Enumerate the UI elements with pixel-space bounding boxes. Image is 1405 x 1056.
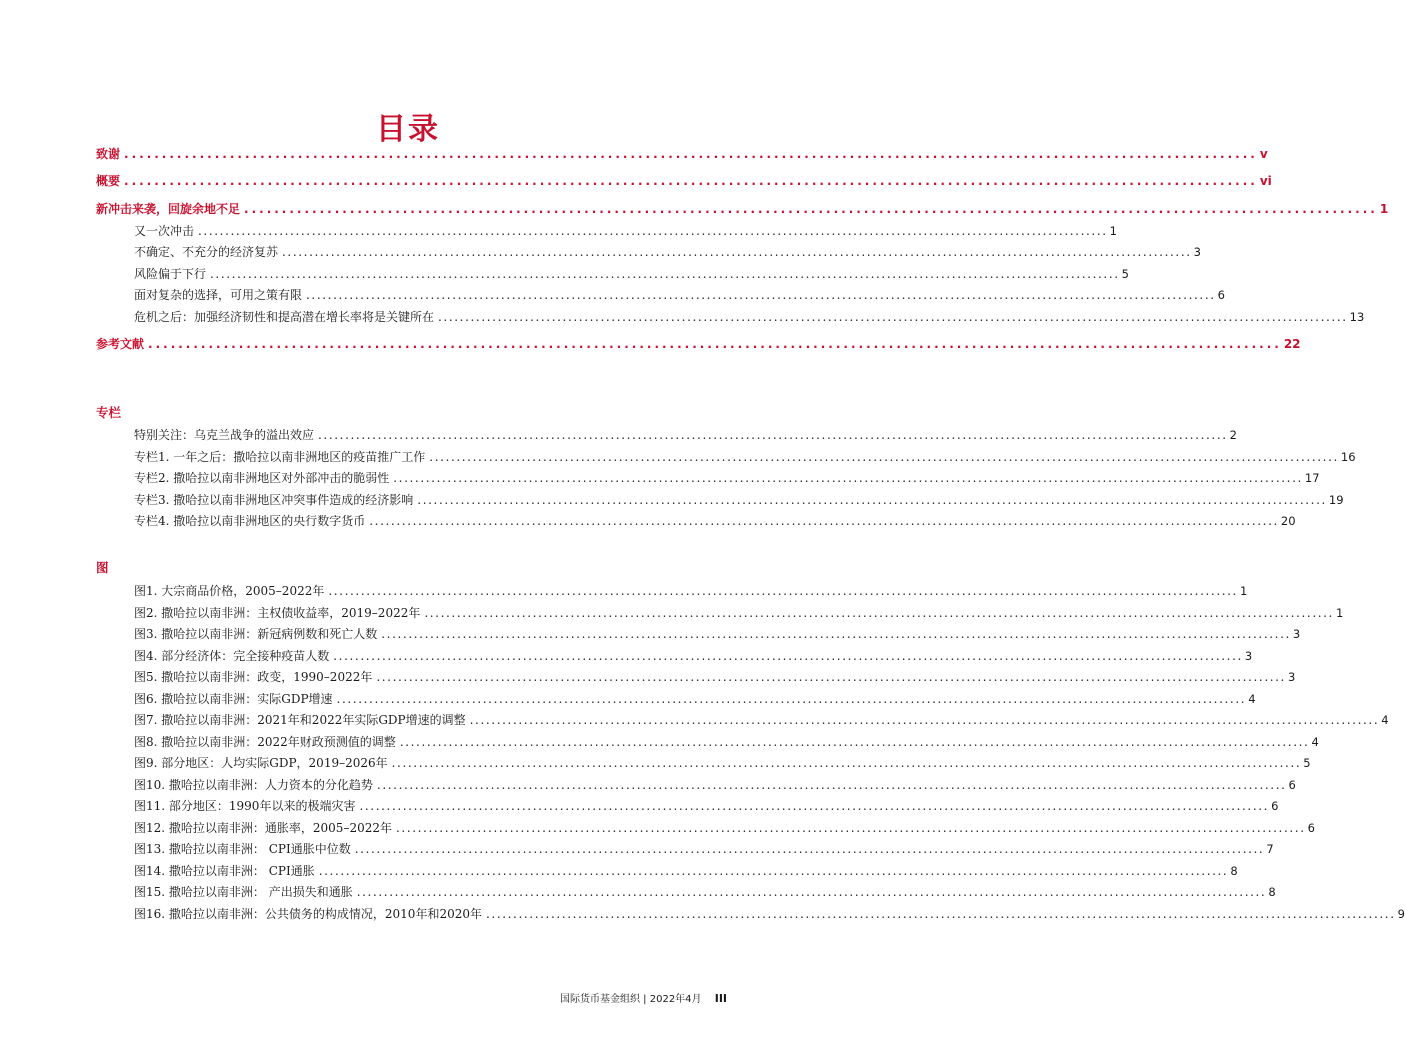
leader-dots: ........................................................................................................................................................................: [381, 627, 1291, 641]
figure-entry-page: 1: [1239, 584, 1248, 598]
box-entry-page: 19: [1328, 493, 1344, 507]
box-entry-label: 专栏2. 撒哈拉以南非洲地区对外部冲击的脆弱性: [134, 471, 390, 485]
figure-entry-page: 9: [1397, 907, 1405, 921]
leader-dots: ........................................................................................................................................................................: [376, 778, 1287, 792]
leader-dots: ........................................................................................................................................................................: [369, 514, 1279, 528]
toc-entry-page: 22: [1283, 337, 1301, 351]
box-entry[interactable]: [134, 491, 1344, 511]
leader-dots: ........................................................................................................................................................................: [438, 310, 1348, 324]
leader-dots: ........................................................................................................................................................................: [429, 450, 1339, 464]
figure-entry[interactable]: [134, 754, 1311, 774]
figure-entry-page: 4: [1381, 713, 1389, 727]
leader-dots: ........................................................................................................................................................................: [391, 756, 1302, 770]
figure-entry-page: 3: [1292, 627, 1301, 641]
box-entry-page: 17: [1304, 471, 1320, 485]
figure-entry[interactable]: [134, 690, 1256, 710]
leader-dots: ........................................................................................................................................................................: [393, 471, 1303, 485]
leader-dots: ......................................................................................................................................................: [124, 174, 1258, 188]
box-entry-label: 专栏1. 一年之后：撒哈拉以南非洲地区的疫苗推广工作: [134, 450, 426, 464]
toc-entry-label: 参考文献: [96, 337, 145, 351]
leader-dots: ........................................................................................................................................................................: [376, 670, 1286, 684]
box-entry-label: 专栏3. 撒哈拉以南非洲地区冲突事件造成的经济影响: [134, 493, 414, 507]
footer-text: 国际货币基金组织 | 2022年4月: [560, 994, 702, 1005]
leader-dots: ........................................................................................................................................................................: [354, 842, 1265, 856]
figure-entry-label: 图4. 部分经济体：完全接种疫苗人数: [134, 649, 330, 663]
figure-entry-label: 图11. 部分地区：1990年以来的极端灾害: [134, 799, 356, 813]
leader-dots: ........................................................................................................................................................................: [333, 649, 1243, 663]
page-footer: [560, 990, 800, 1005]
leader-dots: ........................................................................................................................................................................: [282, 245, 1192, 259]
figure-entry[interactable]: [134, 905, 1405, 925]
toc-entry-summary[interactable]: [96, 172, 1272, 192]
figure-entry-label: 图3. 撒哈拉以南非洲：新冠病例数和死亡人数: [134, 627, 378, 641]
box-entry-page: 16: [1340, 450, 1356, 464]
figure-entry[interactable]: [134, 819, 1315, 839]
leader-dots: ........................................................................................................................................................................: [306, 288, 1216, 302]
leader-dots: ......................................................................................................................................................: [244, 202, 1378, 216]
toc-subentry[interactable]: [134, 222, 1117, 242]
figure-entry-label: 图12. 撒哈拉以南非洲：通胀率，2005–2022年: [134, 821, 392, 835]
toc-entry-label: 概要: [96, 174, 121, 188]
toc-entry-references[interactable]: [96, 335, 1301, 355]
toc-subentry[interactable]: [134, 265, 1129, 285]
leader-dots: ......................................................................................................................................................: [148, 337, 1282, 351]
figure-entry[interactable]: [134, 625, 1301, 645]
figure-entry[interactable]: [134, 647, 1253, 667]
figure-entry[interactable]: [134, 776, 1296, 796]
figure-entry-page: 6: [1288, 778, 1296, 792]
figure-entry-label: 图14. 撒哈拉以南非洲： CPI通胀: [134, 864, 315, 878]
figure-entry[interactable]: [134, 883, 1276, 903]
leader-dots: ........................................................................................................................................................................: [318, 864, 1229, 878]
toc-subentry[interactable]: [134, 286, 1225, 306]
figure-entry-label: 图5. 撒哈拉以南非洲：政变，1990–2022年: [134, 670, 373, 684]
figure-entry-page: 1: [1335, 606, 1344, 620]
figure-entry[interactable]: [134, 797, 1279, 817]
figure-entry-page: 7: [1266, 842, 1274, 856]
figure-entry-page: 4: [1311, 735, 1319, 749]
toc-entry-new-shock[interactable]: [96, 200, 1389, 220]
figures-heading: 图: [96, 560, 109, 575]
figure-entry[interactable]: [134, 711, 1389, 731]
toc-subentry-label: 不确定、不充分的经济复苏: [134, 245, 279, 259]
toc-subentry[interactable]: [134, 243, 1201, 263]
figure-entry[interactable]: [134, 668, 1296, 688]
toc-entry-page: v: [1259, 147, 1268, 161]
figure-entry-page: 6: [1271, 799, 1279, 813]
figure-entry-label: 图1. 大宗商品价格，2005–2022年: [134, 584, 325, 598]
toc-subentry-label: 面对复杂的选择，可用之策有限: [134, 288, 303, 302]
figure-entry-label: 图2. 撒哈拉以南非洲：主权债收益率，2019–2022年: [134, 606, 421, 620]
leader-dots: ........................................................................................................................................................................: [469, 713, 1380, 727]
toc-entry-page: 1: [1379, 202, 1389, 216]
box-entry[interactable]: [134, 426, 1237, 446]
figure-entry-label: 图15. 撒哈拉以南非洲： 产出损失和通胀: [134, 885, 353, 899]
leader-dots: ........................................................................................................................................................................: [210, 267, 1120, 281]
toc-subentry-label: 又一次冲击: [134, 224, 195, 238]
figure-entry-page: 3: [1287, 670, 1296, 684]
toc-subentry-page: 6: [1217, 288, 1225, 302]
toc-subentry-page: 13: [1349, 310, 1365, 324]
figure-entry-label: 图13. 撒哈拉以南非洲： CPI通胀中位数: [134, 842, 351, 856]
figure-entry-label: 图8. 撒哈拉以南非洲：2022年财政预测值的调整: [134, 735, 396, 749]
figure-entry-page: 3: [1244, 649, 1253, 663]
toc-subentry-label: 危机之后：加强经济韧性和提高潜在增长率将是关键所在: [134, 310, 435, 324]
toc-entry-label: 新冲击来袭，回旋余地不足: [96, 202, 241, 216]
figure-entry-label: 图16. 撒哈拉以南非洲：公共债务的构成情况，2010年和2020年: [134, 907, 482, 921]
leader-dots: ........................................................................................................................................................................: [336, 692, 1247, 706]
figure-entry[interactable]: [134, 862, 1238, 882]
figure-entry-page: 6: [1307, 821, 1315, 835]
boxes-heading: 专栏: [96, 405, 122, 420]
figure-entry[interactable]: [134, 840, 1274, 860]
figure-entry[interactable]: [134, 604, 1344, 624]
leader-dots: ........................................................................................................................................................................: [417, 493, 1327, 507]
toc-subentry-page: 1: [1109, 224, 1117, 238]
figure-entry-label: 图9. 部分地区：人均实际GDP，2019–2026年: [134, 756, 388, 770]
figure-entry-label: 图6. 撒哈拉以南非洲：实际GDP增速: [134, 692, 333, 706]
toc-subentry-page: 3: [1193, 245, 1201, 259]
leader-dots: ........................................................................................................................................................................: [198, 224, 1108, 238]
toc-entry-acknowledgments[interactable]: [96, 145, 1268, 165]
leader-dots: ........................................................................................................................................................................: [318, 428, 1228, 442]
leader-dots: ........................................................................................................................................................................: [359, 799, 1270, 813]
figure-entry-page: 8: [1230, 864, 1238, 878]
leader-dots: ........................................................................................................................................................................: [399, 735, 1310, 749]
footer-page-number: III: [714, 992, 728, 1005]
figure-entry-page: 5: [1303, 756, 1311, 770]
figure-entry-page: 8: [1268, 885, 1276, 899]
leader-dots: ........................................................................................................................................................................: [356, 885, 1267, 899]
figure-entry-label: 图10. 撒哈拉以南非洲：人力资本的分化趋势: [134, 778, 373, 792]
box-entry-label: 特别关注：乌克兰战争的溢出效应: [134, 428, 315, 442]
toc-entry-label: 致谢: [96, 147, 121, 161]
figure-entry[interactable]: [134, 582, 1248, 602]
figure-entry[interactable]: [134, 733, 1319, 753]
box-entry-page: 20: [1280, 514, 1296, 528]
toc-entry-page: vi: [1259, 174, 1272, 188]
toc-subentry-page: 5: [1121, 267, 1129, 281]
box-entry[interactable]: [134, 448, 1356, 468]
leader-dots: ......................................................................................................................................................: [124, 147, 1258, 161]
leader-dots: ........................................................................................................................................................................: [485, 907, 1396, 921]
page-title: 目录: [376, 112, 440, 147]
leader-dots: ........................................................................................................................................................................: [424, 606, 1334, 620]
leader-dots: ........................................................................................................................................................................: [328, 584, 1238, 598]
box-entry-label: 专栏4. 撒哈拉以南非洲地区的央行数字货币: [134, 514, 366, 528]
figure-entry-page: 4: [1248, 692, 1256, 706]
leader-dots: ........................................................................................................................................................................: [395, 821, 1306, 835]
figure-entry-label: 图7. 撒哈拉以南非洲：2021年和2022年实际GDP增速的调整: [134, 713, 466, 727]
box-entry[interactable]: [134, 469, 1320, 489]
toc-subentry-label: 风险偏于下行: [134, 267, 207, 281]
toc-subentry[interactable]: [134, 308, 1365, 328]
box-entry[interactable]: [134, 512, 1296, 532]
box-entry-page: 2: [1229, 428, 1237, 442]
